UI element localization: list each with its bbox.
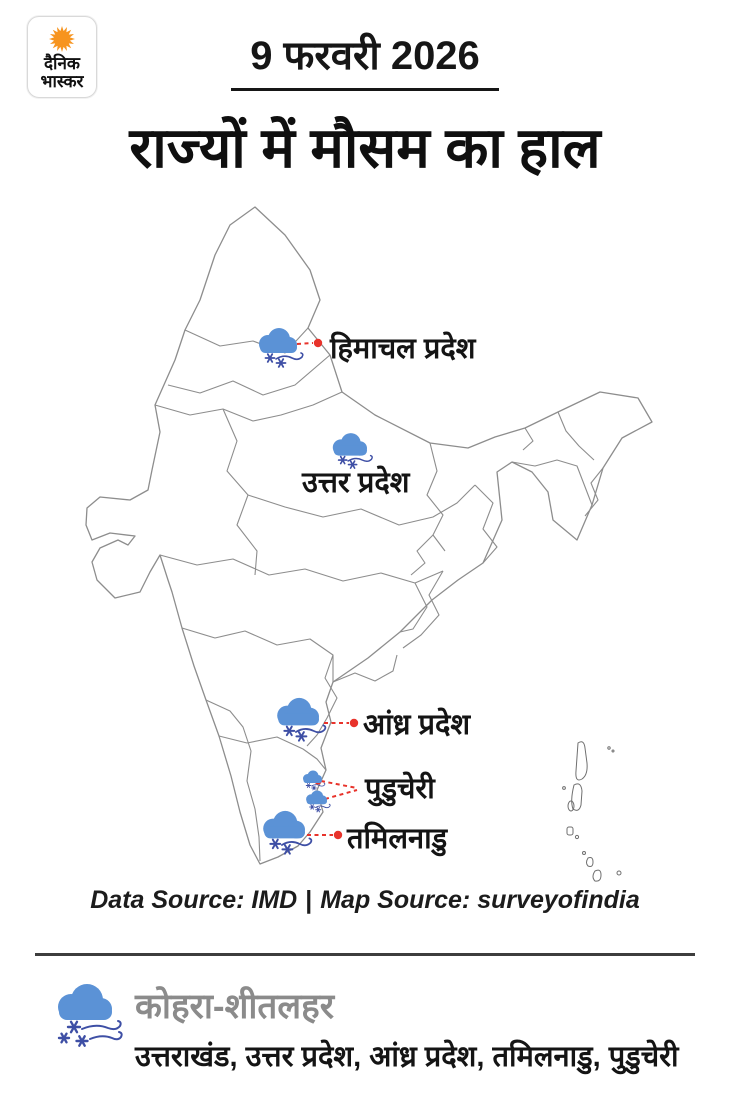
legend-states: उत्तराखंड, उत्तर प्रदेश, आंध्र प्रदेश, तमिलनाडु, पुडुचेरी <box>135 1041 679 1073</box>
source-line <box>0 886 730 915</box>
cloud-snow-icon <box>303 771 325 790</box>
india-outline <box>86 207 652 864</box>
leader-line-himachal <box>297 343 313 344</box>
label-uttar-pradesh: उत्तर प्रदेश <box>302 467 410 499</box>
label-tamil-nadu: तमिलनाडु <box>347 823 448 855</box>
logo-line2: भास्कर <box>40 71 84 91</box>
map-source-text: Map Source: surveyofindia <box>320 886 640 914</box>
cloud-snow-icon <box>277 698 325 741</box>
leader-line-puducherry-1 <box>321 781 357 788</box>
cloud-snow-icon <box>263 811 311 854</box>
data-source-text: Data Source: IMD <box>90 886 298 914</box>
date-underline <box>231 88 499 91</box>
page-title: राज्यों में मौसम का हाल <box>129 116 601 179</box>
label-puducherry: पुडुचेरी <box>365 773 435 805</box>
divider-line <box>35 953 695 956</box>
leader-line-puducherry-2 <box>325 790 357 799</box>
label-himachal-pradesh: हिमाचल प्रदेश <box>330 333 476 365</box>
cloud-snow-wind-icon <box>45 982 123 1052</box>
logo-line1: दैनिक <box>44 54 80 73</box>
cloud-snow-icon <box>259 328 303 367</box>
label-andhra-pradesh: आंध्र प्रदेश <box>363 709 471 741</box>
legend-title: कोहरा-शीतलहर <box>135 987 335 1026</box>
cloud-snow-icon <box>306 790 330 811</box>
date-heading: 9 फरवरी 2026 <box>250 34 480 78</box>
leader-lines <box>297 339 358 839</box>
source-separator: | <box>305 886 313 914</box>
andaman-islands <box>563 742 621 881</box>
